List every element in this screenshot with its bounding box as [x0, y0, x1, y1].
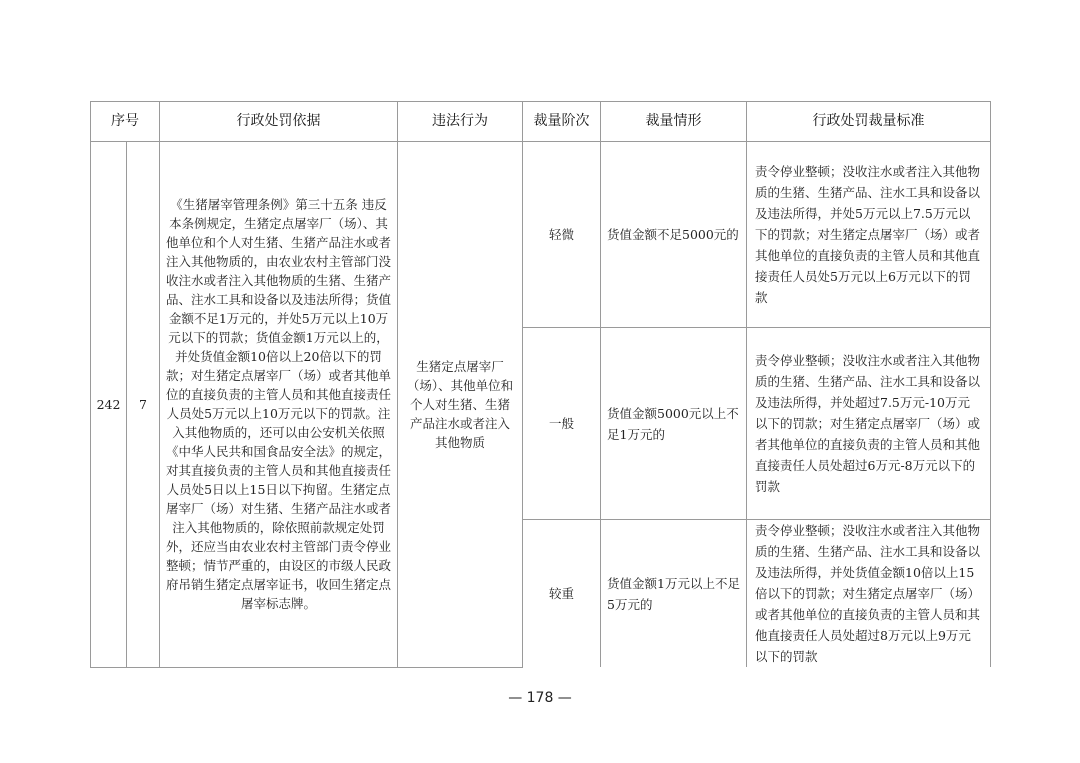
seq-main-cell: 242 [91, 142, 127, 668]
header-standard: 行政处罚裁量标准 [747, 102, 991, 142]
situation-cell-1: 货值金额不足5000元的 [601, 142, 747, 328]
header-violation: 违法行为 [398, 102, 523, 142]
standard-cell-3: 责令停业整顿；没收注水或者注入其他物质的生猪、生猪产品、注水工具和设备以及违法所得，并处货值金额10倍以上15倍以下的罚款；对生猪定点屠宰厂（场）或者其他单位的直接负责的主管人员和其他直接责任人员处超过8万元以上9万元以下的罚款 [747, 520, 991, 668]
header-level: 裁量阶次 [523, 102, 601, 142]
level-cell-1: 轻微 [523, 142, 601, 328]
header-seq: 序号 [91, 102, 160, 142]
header-situation: 裁量情形 [601, 102, 747, 142]
situation-cell-3: 货值金额1万元以上不足5万元的 [601, 520, 747, 668]
table-row [91, 142, 991, 328]
header-row [91, 102, 991, 142]
violation-cell: 生猪定点屠宰厂（场）、其他单位和个人对生猪、生猪产品注水或者注入其他物质 [398, 142, 523, 668]
basis-cell: 《生猪屠宰管理条例》第三十五条 违反本条例规定，生猪定点屠宰厂（场）、其他单位和个人对生猪、生猪产品注水或者注入其他物质的，由农业农村主管部门没收注水或者注入其他物质的生猪、生猪产品、注水工具和设备以及违法所得；货值金额不足1万元的，并处5万元以上10万元以下的罚款；货值金额1万元以上的，并处货值金额10倍以上20倍以下的罚款；对生猪定点屠宰厂（场）或者其他单位的直接负责的主管人员和其他直接责任人员处5万元以上10万元以下的罚款。注入其他物质的，还可以由公安机关依照《中华人民共和国食品安全法》的规定，对其直接负责的主管人员和其他直接责任人员处5日以上15日以下拘留。生猪定点屠宰厂（场）对生猪、生猪产品注水或者注入其他物质的，除依照前款规定处罚外，还应当由农业农村主管部门责令停业整顿；情节严重的，由设区的市级人民政府吊销生猪定点屠宰证书，收回生猪定点屠宰标志牌。 [160, 142, 398, 668]
level-cell-2: 一般 [523, 328, 601, 520]
level-cell-3: 较重 [523, 520, 601, 668]
header-basis: 行政处罚依据 [160, 102, 398, 142]
penalty-table [90, 101, 991, 668]
standard-cell-1: 责令停业整顿；没收注水或者注入其他物质的生猪、生猪产品、注水工具和设备以及违法所得，并处5万元以上7.5万元以下的罚款；对生猪定点屠宰厂（场）或者其他单位的直接负责的主管人员和其他直接责任人员处5万元以上6万元以下的罚款 [747, 142, 991, 328]
standard-cell-2: 责令停业整顿；没收注水或者注入其他物质的生猪、生猪产品、注水工具和设备以及违法所得，并处超过7.5万元-10万元以下的罚款；对生猪定点屠宰厂（场）或者其他单位的直接负责的主管人员和其他直接责任人员处超过6万元-8万元以下的罚款 [747, 328, 991, 520]
situation-cell-2: 货值金额5000元以上不足1万元的 [601, 328, 747, 520]
page-number: — 178 — [508, 690, 572, 706]
seq-sub-cell: 7 [127, 142, 160, 668]
